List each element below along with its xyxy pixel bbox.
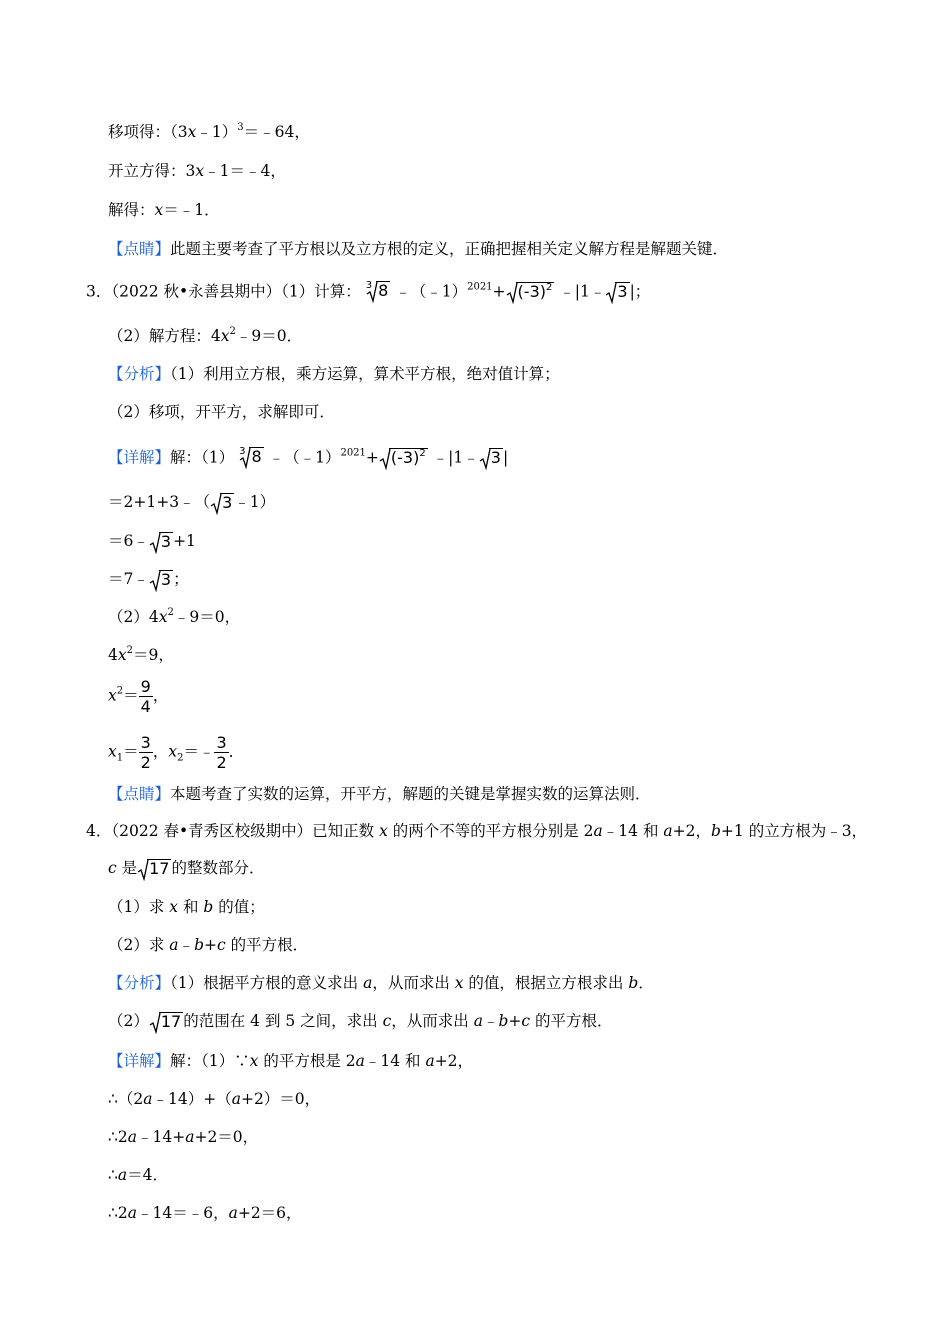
- sqrt-3: 3: [149, 531, 173, 554]
- text-line: ∴2a﹣14+a+2＝0，: [108, 1128, 259, 1146]
- analysis-line: 【分析】（1）利用立方根，乘方运算，算术平方根，绝对值计算；: [108, 365, 560, 383]
- text-line: （2） 17 的范围在 4 到 5 之间，求出 c，从而求出 a﹣b+c 的平方根．: [108, 1010, 613, 1034]
- fraction-9-4: $\frac{9}{4}$: [140, 677, 151, 716]
- text-line: $x_1=$ $\frac{3}{2}$ ，$x_2=﹣$ $\frac{3}{2}$ ．: [108, 733, 245, 772]
- detail-tag: 【详解】: [108, 1052, 171, 1070]
- sqrt-17: 17: [137, 858, 171, 881]
- comment-line: 【点睛】本题考查了实数的运算，开平方，解题的关键是掌握实数的运算法则．: [108, 785, 651, 803]
- comment-tag: 【点睛】: [108, 240, 171, 258]
- detail-line: 【详解】解：（1）∵x 的平方根是 2a﹣14 和 a+2，: [108, 1052, 474, 1070]
- sqrt-neg3-squared: $(-3)^2$: [379, 447, 428, 470]
- text-line: $(2)4x^2﹣9=0$，: [108, 607, 241, 626]
- question-4: 4．（2022 春•青秀区校级期中）已知正数 x 的两个不等的平方根分别是 2a﹣14 和 a+2，b+1 的立方根为﹣3，: [86, 822, 868, 840]
- analysis-line: 【分析】（1）根据平方根的意义求出 a，从而求出 x 的值，根据立方根求出 b．: [108, 974, 654, 992]
- sqrt-3: 3: [605, 281, 629, 304]
- analysis-tag: 【分析】: [108, 974, 171, 992]
- cube-root-8: $^3$ 8: [239, 446, 262, 466]
- analysis-tag: 【分析】: [108, 365, 171, 383]
- cube-root-8: $^3$ 8: [365, 280, 389, 300]
- text-line: ∴（2a﹣14）+（a+2）＝0，: [108, 1090, 321, 1108]
- detail-tag: 【详解】: [108, 448, 171, 467]
- question-3: 3．（2022 秋•永善县期中）（1）计算： $^3$ 8 ﹣（﹣1）$^{2021}$+ $(-3)^2$ ﹣|1﹣ 3 |；: [86, 280, 650, 305]
- text-line: 解得：x＝﹣1．: [108, 201, 220, 219]
- sqrt-17: 17: [149, 1011, 183, 1034]
- text-line: （1）求 x 和 b 的值；: [108, 898, 265, 916]
- sqrt-3: 3: [479, 447, 503, 470]
- comment-line: 【点睛】此题主要考查了平方根以及立方根的定义，正确把握相关定义解方程是解题关键．: [108, 240, 729, 258]
- sqrt-3: 3: [149, 569, 173, 592]
- text-line: （2）求 a﹣b+c 的平方根．: [108, 936, 309, 954]
- text-line: ∴2a﹣14＝﹣6，a+2＝6，: [108, 1204, 302, 1222]
- text-line: $x^2=$ $\frac{9}{4}$ ，: [108, 677, 169, 716]
- sqrt-neg3-squared: $(-3)^2$: [506, 281, 555, 304]
- text-line: （2）解方程：$4x^2﹣9=0$．: [108, 326, 303, 345]
- comment-tag: 【点睛】: [108, 785, 171, 803]
- text-line: $4x^2=9$，: [108, 645, 174, 664]
- text-line: ＝7﹣ 3 ；: [108, 568, 189, 592]
- text-line: ＝6﹣ 3 +1: [108, 530, 196, 554]
- text-line: ＝2+1+3﹣（ 3 ﹣1）: [108, 491, 275, 515]
- sqrt-3: 3: [210, 492, 234, 515]
- text-line: c 是 17 的整数部分．: [108, 857, 265, 881]
- detail-line: 【详解】解：（1） $^3$ 8 ﹣（﹣1）$^{2021}$+ $(-3)^2$ ﹣|1﹣ 3 |: [108, 446, 508, 471]
- text-line: 移项得：（3x﹣1）$^3$＝﹣64，: [108, 122, 310, 141]
- fraction-3-2: $\frac{3}{2}$: [140, 733, 151, 772]
- text-line: （2）移项，开平方，求解即可．: [108, 403, 335, 421]
- fraction-3-2: $\frac{3}{2}$: [216, 733, 227, 772]
- text-line: ∴a＝4．: [108, 1166, 168, 1184]
- text-line: 开立方得：3x﹣1＝﹣4，: [108, 162, 286, 180]
